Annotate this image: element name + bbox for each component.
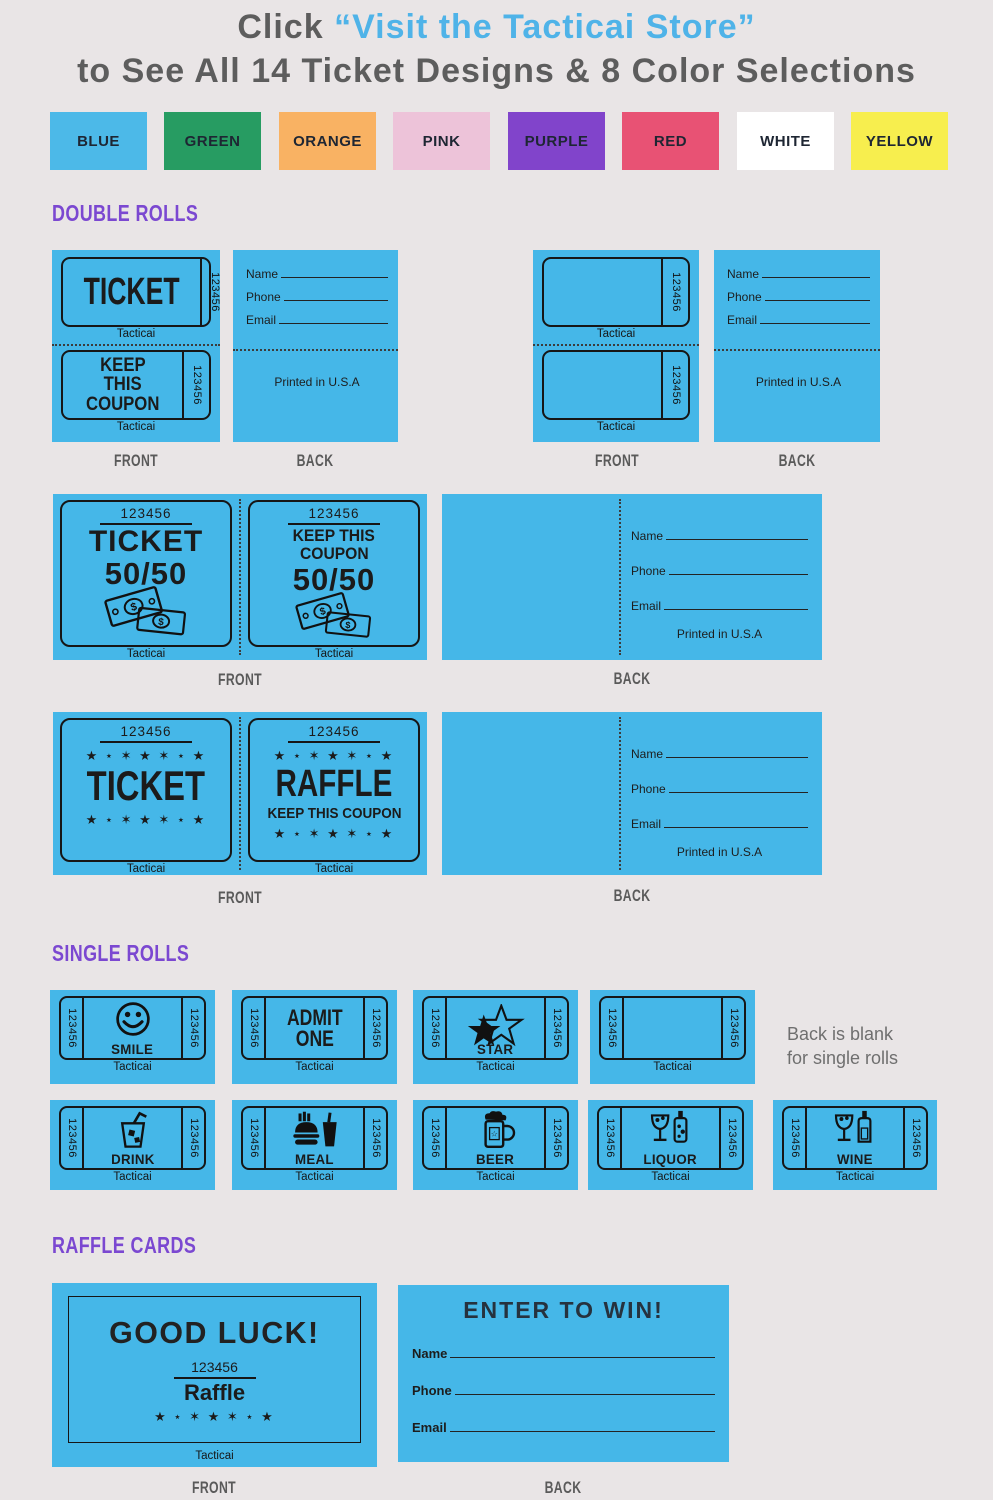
section-title-raffle-cards: RAFFLE CARDS — [52, 1232, 197, 1258]
name-line: Name — [631, 508, 808, 543]
ticket-word: LIQUOR — [643, 1150, 698, 1167]
perforation-line — [52, 344, 220, 346]
brand-text: Tacticai — [596, 328, 636, 340]
header-line1 — [0, 8, 993, 47]
back-caption: BACK — [296, 451, 334, 470]
ticket-stub — [424, 1108, 447, 1168]
serial-number: 123456 — [288, 723, 379, 743]
color-swatch-blue — [50, 112, 147, 170]
perforation-line — [233, 349, 398, 351]
serial-number: 123456 — [550, 1008, 563, 1048]
serial-number: 123456 — [187, 1008, 200, 1048]
ticket-outline — [422, 996, 569, 1060]
single-beer-ticket — [413, 1100, 578, 1190]
ticket-stub — [661, 352, 688, 418]
beer-icon — [473, 1110, 519, 1152]
smiley-icon — [111, 1000, 155, 1042]
raffle-card-front — [52, 1283, 377, 1467]
brand-text: Tacticai — [476, 1061, 515, 1073]
serial-number: 123456 — [191, 1358, 238, 1375]
fifty-fifty-back-card — [442, 494, 822, 660]
serial-number: 123456 — [369, 1118, 382, 1158]
perforation-line — [714, 349, 880, 351]
ticket-stub — [61, 998, 84, 1058]
serial-number: 123456 — [669, 272, 682, 312]
ticket-word: TICKET — [86, 762, 206, 809]
enter-to-win-text: ENTER TO WIN! — [463, 1297, 664, 1323]
ticket-stub — [363, 998, 386, 1058]
color-swatch-green — [164, 112, 261, 170]
phone-line: Phone — [727, 281, 870, 304]
ticket-stub — [243, 998, 266, 1058]
ticket-word: ADMIT — [286, 1004, 343, 1030]
ticket-outline — [61, 350, 211, 420]
front-caption: FRONT — [192, 1478, 236, 1497]
ticket-outline — [241, 1106, 388, 1170]
back-caption: BACK — [613, 886, 651, 905]
good-luck-text: GOOD LUCK! — [109, 1314, 320, 1350]
email-line: Email — [412, 1398, 715, 1435]
serial-number: 123456 — [369, 1008, 382, 1048]
ticket-outline — [542, 350, 690, 420]
printed-in-usa: Printed in U.S.A — [755, 375, 842, 389]
ticket-stub — [599, 1108, 622, 1168]
brand-text: Tacticai — [295, 1061, 334, 1073]
serial-number: 123456 — [187, 1118, 200, 1158]
double-roll-blank-front-card — [533, 250, 699, 442]
brand-text: Tacticai — [195, 1450, 234, 1462]
serial-number: 123456 — [247, 1008, 260, 1048]
ticket-outline — [59, 1106, 206, 1170]
color-swatch-orange — [279, 112, 376, 170]
fifty-fifty-front-card — [53, 494, 427, 660]
brand-text: Tacticai — [653, 1061, 692, 1073]
svg-text:☆: ☆ — [490, 1129, 498, 1139]
ticket-outline — [422, 1106, 569, 1170]
money-bills-icon — [290, 592, 378, 642]
single-rolls-note: Back is blank for single rolls — [787, 1024, 899, 1068]
brand-text: Tacticai — [126, 648, 166, 660]
ticket-word: ONE — [295, 1025, 334, 1051]
raffle-word: RAFFLE — [275, 763, 393, 805]
color-swatch-yellow — [851, 112, 948, 170]
ticket-outline — [248, 718, 420, 862]
ticket-word: MEAL — [295, 1150, 334, 1167]
fifty-fifty-text: 50/50 — [292, 561, 376, 597]
single-drink-ticket — [50, 1100, 215, 1190]
swatch-label: GREEN — [184, 132, 241, 150]
brand-text: Tacticai — [651, 1171, 690, 1183]
name-line: Name — [631, 726, 808, 761]
ticket-outline — [782, 1106, 928, 1170]
ticket-outline — [597, 1106, 744, 1170]
raffle-ticket-front-card — [53, 712, 427, 875]
ticket-outline — [60, 718, 232, 862]
serial-number: 123456 — [100, 505, 191, 525]
back-caption: BACK — [613, 669, 651, 688]
ticket-stub — [601, 998, 624, 1058]
color-swatch-red — [622, 112, 719, 170]
brand-text: Tacticai — [314, 648, 354, 660]
color-swatch-white — [737, 112, 834, 170]
svg-text:$: $ — [318, 605, 328, 618]
serial-number: 123456 — [727, 1008, 740, 1048]
double-roll-back-card — [714, 250, 880, 442]
brand-text: Tacticai — [116, 421, 156, 433]
keep-this-text: KEEP THIS — [292, 526, 376, 545]
front-caption: FRONT — [114, 451, 158, 470]
color-swatch-purple — [508, 112, 605, 170]
printed-in-usa: Printed in U.S.A — [676, 627, 763, 641]
serial-number: 123456 — [247, 1118, 260, 1158]
swatch-label: PINK — [422, 132, 461, 150]
serial-number: 123456 — [100, 723, 191, 743]
serial-number: 123456 — [788, 1118, 801, 1158]
serial-number: 123456 — [288, 505, 379, 525]
email-line: Email — [246, 304, 388, 327]
phone-line: Phone — [631, 761, 808, 796]
brand-text: Tacticai — [314, 863, 354, 875]
ticket-stub — [181, 1108, 204, 1168]
back-caption: BACK — [544, 1478, 582, 1497]
name-line: Name — [412, 1324, 715, 1361]
ticket-word: SMILE — [111, 1040, 154, 1057]
single-admit-one-ticket — [232, 990, 397, 1084]
brand-text: Tacticai — [113, 1171, 152, 1183]
front-caption: FRONT — [595, 451, 639, 470]
single-liquor-ticket — [588, 1100, 753, 1190]
fifty-fifty-text: 50/50 — [104, 556, 188, 591]
email-line: Email — [727, 304, 870, 327]
star-band-icon: ★ ⋆ ✶ ★ ✶ ⋆ ★ — [154, 1408, 275, 1424]
single-blank-ticket — [590, 990, 755, 1084]
double-roll-back-card — [233, 250, 398, 442]
brand-text: Tacticai — [126, 863, 166, 875]
color-swatch-pink — [393, 112, 490, 170]
ticket-outline — [61, 257, 221, 327]
meal-icon — [287, 1110, 343, 1152]
divider-line — [174, 1377, 256, 1379]
ticket-stub — [661, 259, 688, 325]
ticket-stub — [784, 1108, 807, 1168]
serial-number: 123456 — [428, 1008, 441, 1048]
phone-line: Phone — [412, 1361, 715, 1398]
swatch-label: ORANGE — [293, 132, 362, 150]
store-link-text[interactable]: “Visit the Tacticai Store” — [334, 8, 756, 46]
serial-number: 123456 — [65, 1008, 78, 1048]
ticket-outline — [60, 500, 232, 647]
swatch-label: RED — [653, 132, 688, 150]
ticket-word: WINE — [837, 1150, 873, 1167]
coupon-text: COUPON — [299, 543, 369, 563]
raffle-ticket-back-card — [442, 712, 822, 875]
single-star-ticket — [413, 990, 578, 1084]
perforation-line — [533, 344, 699, 346]
drink-icon — [110, 1110, 156, 1152]
ticket-stub — [182, 352, 209, 418]
brand-text: Tacticai — [596, 421, 636, 433]
ticket-stub — [903, 1108, 926, 1168]
swatch-label: YELLOW — [865, 132, 934, 150]
serial-number: 123456 — [909, 1118, 922, 1158]
ticket-stub — [181, 998, 204, 1058]
header-click-text: Click — [237, 8, 335, 46]
single-meal-ticket — [232, 1100, 397, 1190]
section-title-single-rolls: SINGLE ROLLS — [52, 940, 190, 966]
back-caption: BACK — [778, 451, 816, 470]
ticket-stub — [544, 998, 567, 1058]
money-bills-icon — [102, 586, 190, 640]
star-band-icon: ★ ⋆ ✶ ★ ✶ ⋆ ★ — [85, 812, 207, 827]
single-smile-ticket — [50, 990, 215, 1084]
serial-number: 123456 — [428, 1118, 441, 1158]
serial-number: 123456 — [603, 1118, 616, 1158]
printed-in-usa: Printed in U.S.A — [676, 845, 763, 859]
front-caption: FRONT — [218, 888, 262, 907]
name-line: Name — [246, 258, 388, 281]
liquor-icon — [647, 1110, 695, 1152]
ticket-stub — [424, 998, 447, 1058]
ticket-word: STAR — [477, 1040, 514, 1057]
ticket-stub — [243, 1108, 266, 1168]
ticket-word: BEER — [476, 1150, 515, 1167]
section-title-double-rolls: DOUBLE ROLLS — [52, 200, 199, 226]
serial-number: 123456 — [190, 365, 203, 405]
ticket-outline — [599, 996, 746, 1060]
ticket-outline — [542, 257, 690, 327]
brand-text: Tacticai — [295, 1171, 334, 1183]
name-line: Name — [727, 258, 870, 281]
ticket-word: TICKET — [88, 525, 204, 558]
keep-line: KEEP — [99, 354, 146, 376]
serial-number: 123456 — [208, 272, 221, 312]
raffle-card-back — [398, 1285, 729, 1462]
serial-number: 123456 — [65, 1118, 78, 1158]
ticket-word: DRINK — [110, 1150, 155, 1167]
wine-icon — [831, 1110, 879, 1152]
svg-text:$: $ — [129, 600, 139, 615]
single-wine-ticket — [773, 1100, 937, 1190]
brand-text: Tacticai — [116, 328, 156, 340]
ticket-word: TICKET — [83, 271, 180, 313]
keep-this-coupon-text: KEEP THIS COUPON — [266, 805, 402, 822]
svg-text:$: $ — [344, 619, 351, 631]
ticket-outline — [248, 500, 420, 647]
star-band-icon: ★ ⋆ ✶ ★ ✶ ⋆ ★ — [273, 826, 395, 841]
ticket-stub — [200, 259, 227, 325]
double-roll-ticket-front-card — [52, 250, 220, 442]
brand-text: Tacticai — [476, 1171, 515, 1183]
ticket-outline — [68, 1296, 361, 1443]
email-line: Email — [631, 796, 808, 831]
phone-line: Phone — [246, 281, 388, 304]
star-band-icon: ★ ⋆ ✶ ★ ✶ ⋆ ★ — [273, 748, 395, 763]
ticket-outline — [59, 996, 206, 1060]
raffle-word: Raffle — [183, 1379, 246, 1405]
svg-text:$: $ — [157, 616, 165, 629]
keep-line: THIS — [103, 374, 142, 396]
ticket-stub — [61, 1108, 84, 1168]
serial-number: 123456 — [725, 1118, 738, 1158]
keep-line: COUPON — [85, 393, 160, 415]
ticket-stub — [721, 998, 744, 1058]
ticket-stub — [719, 1108, 742, 1168]
star-band-icon: ★ ⋆ ✶ ★ ✶ ⋆ ★ — [85, 748, 207, 763]
serial-number: 123456 — [605, 1008, 618, 1048]
printed-in-usa: Printed in U.S.A — [274, 375, 360, 389]
ticket-stub — [544, 1108, 567, 1168]
front-caption: FRONT — [218, 670, 262, 689]
brand-text: Tacticai — [835, 1171, 875, 1183]
header-line2: to See All 14 Ticket Designs & 8 Color Selections — [77, 52, 916, 90]
serial-number: 123456 — [669, 365, 682, 405]
ticket-stub — [363, 1108, 386, 1168]
brand-text: Tacticai — [113, 1061, 152, 1073]
serial-number: 123456 — [550, 1118, 563, 1158]
phone-line: Phone — [631, 543, 808, 578]
ticket-outline — [241, 996, 388, 1060]
email-line: Email — [631, 578, 808, 613]
swatch-label: PURPLE — [524, 132, 589, 150]
swatch-label: BLUE — [77, 132, 120, 150]
swatch-label: WHITE — [760, 132, 811, 150]
